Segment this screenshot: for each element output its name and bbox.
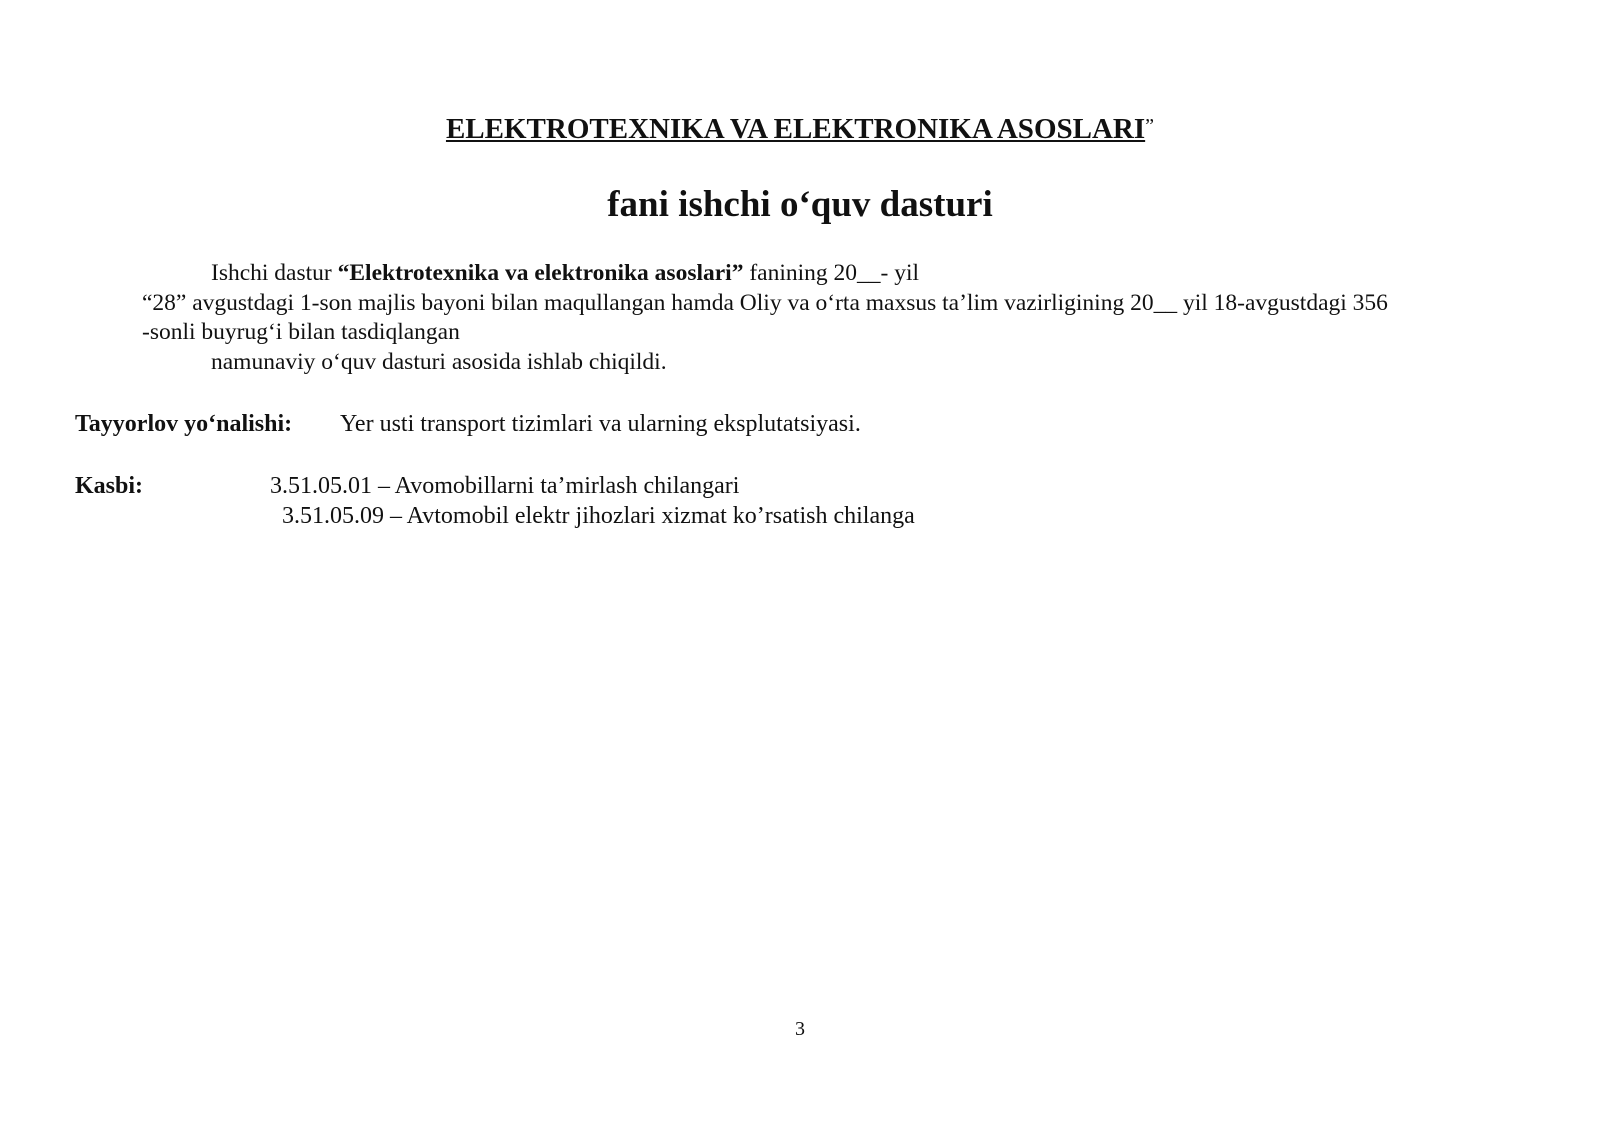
intro-line-2: “28” avgustdagi 1-son majlis bayoni bilan maqullangan hamda Oliy va o‘rta maxsus ta’lim vazirligining 20__ yil 18-avgustdagi 356: [142, 290, 1388, 316]
document-title-text: ELEKTROTEXNIKA VA ELEKTRONIKA ASOSLARI: [445, 113, 1146, 145]
profession-item-1: 3.51.05.01 – Avomobillarni ta’mirlash chilangari: [270, 473, 740, 499]
intro-subject-name: “Elektrotexnika va elektronika asoslari”: [337, 260, 744, 286]
profession-label: Kasbi:: [75, 473, 144, 499]
document-title-quote: ”: [1145, 115, 1155, 137]
document-title: [0, 108, 1600, 147]
document-subtitle: fani ishchi o‘quv dasturi: [607, 184, 993, 225]
direction-value: Yer usti transport tizimlari va ularning eksplutatsiyasi.: [340, 411, 861, 437]
intro-line-3: -sonli buyrug‘i bilan tasdiqlangan: [142, 319, 460, 345]
intro-line-1-prefix: Ishchi dastur: [211, 260, 338, 286]
page-number: 3: [795, 1018, 805, 1040]
intro-line-4: namunaviy o‘quv dasturi asosida ishlab chiqildi.: [211, 349, 667, 375]
intro-line-1-suffix: fanining 20__- yil: [743, 260, 920, 286]
intro-line-1: [211, 259, 919, 288]
direction-label: Tayyorlov yo‘nalishi:: [75, 411, 293, 437]
profession-item-2: 3.51.05.09 – Avtomobil elektr jihozlari xizmat ko’rsatish chilanga: [282, 503, 915, 529]
